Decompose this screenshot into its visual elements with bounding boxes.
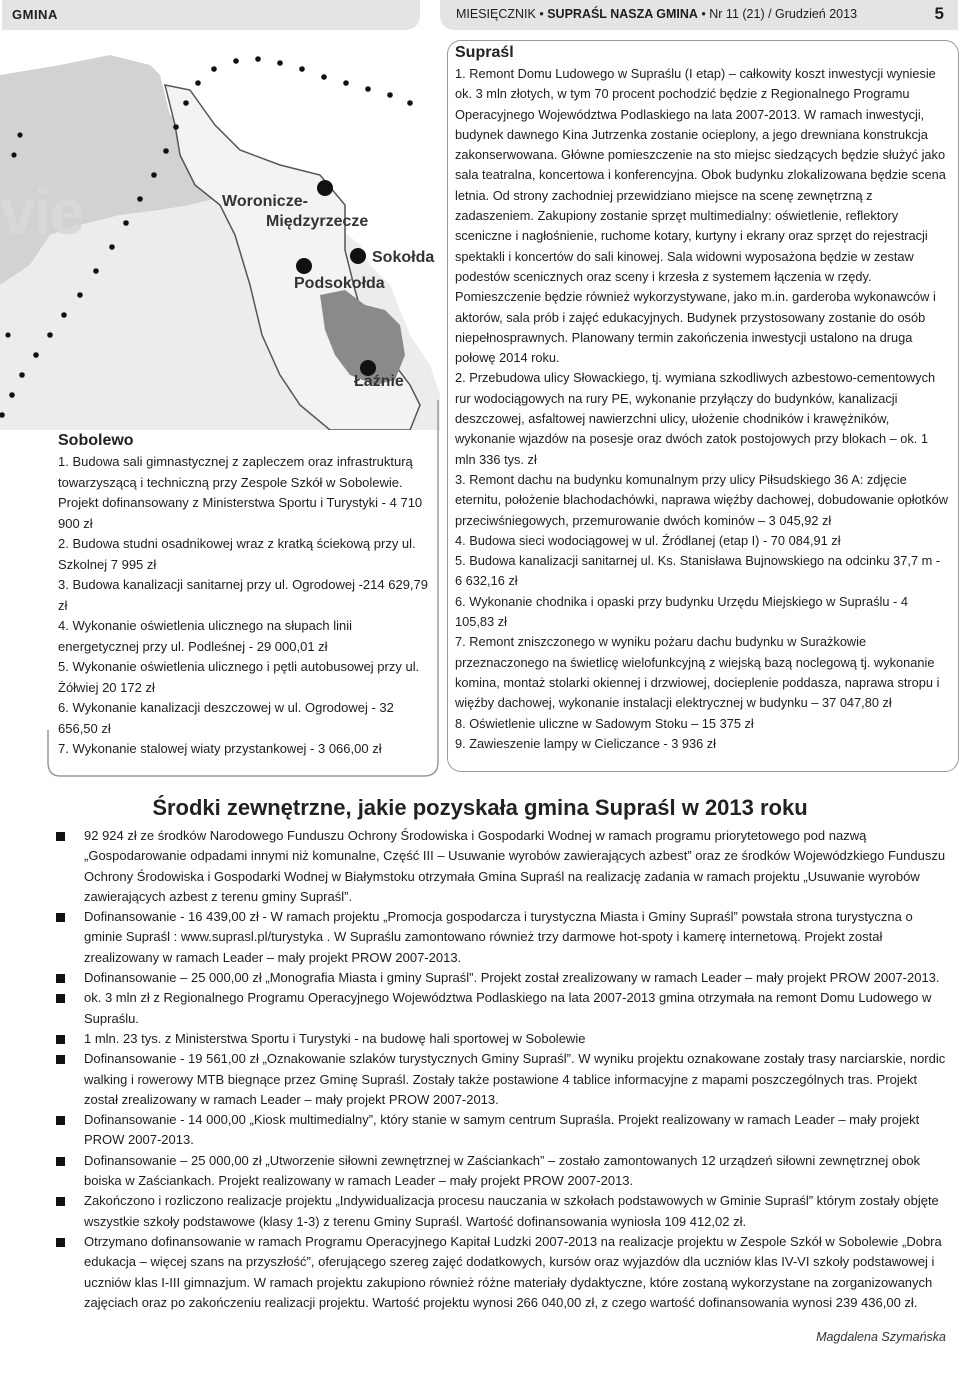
sobolewo-item: 4. Wykonanie oświetlenia ulicznego na słupach linii energetycznej przy ul. Podleśnej - 29 000,01 zł [58,618,352,654]
bullet-separator: • [701,7,710,21]
square-bullet-icon [56,1238,65,1247]
suprasl-item: 1. Remont Domu Ludowego w Supraślu (I etap) – całkowity koszt inwestycji wyniesie ok. 3 mln złotych, w tym 70 procent pochodzić będzie z Regionalnego Programu Operacyjnego Województwa Podlaskiego na lata 2007-2013. W ramach inwestycji, budynek dawnego Kina Jutrzenka zostanie ocieplony, a jego drewniana konstrukcja zakonserwowana. Główne pomieszczenie na sto miejsc siedzących będzie służyć jako sala teatralna, koncertowa i konferencyjna. Obok budynku zlokalizowana będzie scena letnia. Od strony zachodniej przewidziano miejsce na scenę zewnętrzną z zadaszeniem. Zakupiony zostanie sprzęt multimedialny: oświetlenie, reflektory sceniczne i nagłośnienie, ruchome kotary, kurtyny i ekrany oraz sprzęt do rejestracji spektakli i koncertów do sali kinowej. Sala widowni wyposażona będzie w zestaw podestów scenicznych oraz sceny i krzesła z systemem łączenia w rzędy. Pomieszczenie będzie również wykorzystywane, jako m.in. garderoba wykonawców i aktorów, sala prób i zajęć edukacyjnych. Budynek przystosowany zostanie do osób niepełnosprawnych. Planowany termin zakończenia inwestycji ustalono na druga połowę 2014 roku. [455,66,946,366]
partial-map-label: vie [0,176,83,248]
funds-item-text: Dofinansowanie – 25 000,00 zł „Monografia Miasta i gminy Supraśl”. Projekt został zrealizowany w ramach Leader – mały projekt PROW 2007-2013. [84,970,940,986]
square-bullet-icon [56,1035,65,1044]
marker-woronicze [317,180,333,196]
publication-name: SUPRAŚL NASZA GMINA [547,7,698,21]
page-number: 5 [934,4,944,23]
funds-item-text: 1 mln. 23 tys. z Ministerstwa Sportu i Turystyki - na budowę hali sportowej w Sobolewie [84,1030,586,1046]
funds-list-item [56,1151,948,1192]
funds-item-text: 92 924 zł ze środków Narodowego Funduszu Ochrony Środowiska i Gospodarki Wodnej w ramach programu priorytetowego pod nazwą „Gospodarowanie odpadami innymi niż komunalne, Część III – Usuwanie wyrobów zawierających azbest” oraz ze środków Wojewódzkiego Funduszu Ochrony Środowiska i Gospodarki Wodnej w Białymstoku otrzymała Gmina Supraśl na realizację zadania w ramach projektu „Usuwanie wyrobów zawierających azbest z terenu gminy Supraśl”. [84,828,946,904]
funds-item-text: Dofinansowanie - 14 000,00 „Kiosk multimedialny”, który stanie w samym centrum Supraśla. Projekt realizowany w ramach Leader – mały projekt PROW 2007-2013. [84,1112,920,1148]
square-bullet-icon [56,832,65,841]
publication-type: MIESIĘCZNIK [456,7,536,21]
funds-list-item [56,1110,948,1151]
sobolewo-item: 7. Wykonanie stalowej wiaty przystankowej - 3 066,00 zł [58,741,382,756]
sobolewo-section [58,432,430,760]
header-left-bar [2,0,420,30]
place-woronicze: Woronicze- [222,193,308,210]
gmina-map [0,35,440,430]
funds-list-item [56,1232,948,1313]
square-bullet-icon [56,1055,65,1064]
masthead [456,7,857,21]
place-laznie: Łaźnie [354,373,404,390]
funds-item-text: Dofinansowanie - 16 439,00 zł - W ramach projektu „Promocja gospodarcza i turystyczna Miasta i Gminy Supraśl” powstała strona turystyczna o gminie Supraśl : www.suprasl.pl/turystyka . W Supraślu zamontowano również trzy darmowe hot-spoty i kamerę internetową. Projekt został zrealizowany w ramach Leader – mały projekt PROW 2007-2013. [84,909,913,965]
funds-item-text: Zakończono i rozliczono realizacje projektu „Indywidualizacja procesu nauczania w szkołach podstawowych w Gminie Supraśl” którym zostały objęte wszystkie szkoły podstawowe (klasy 1-3) z terenu Gminy Supraśl. Wartość dofinansowania wyniosła 109 412,02 zł. [84,1193,939,1229]
suprasl-item: 5. Budowa kanalizacji sanitarnej ul. Ks. Stanisława Bujnowskiego na odcinku 37,7 m - 6 632,16 zł [455,553,941,589]
suprasl-section [455,44,949,754]
issue-info: Nr 11 (21) / Grudzień 2013 [709,7,858,21]
square-bullet-icon [56,974,65,983]
sobolewo-item: 3. Budowa kanalizacji sanitarnej przy ul. Ogrodowej -214 629,79 zł [58,577,428,613]
funds-list-item [56,1191,948,1232]
funds-list-item [56,1049,948,1110]
sobolewo-title: Sobolewo [58,432,134,449]
funds-list-item [56,1029,948,1049]
square-bullet-icon [56,994,65,1003]
place-sokolda: Sokołda [372,249,435,266]
funds-list [56,826,948,1313]
sobolewo-item: 2. Budowa studni osadnikowej wraz z kratką ściekową przy ul. Szkolnej 7 995 zł [58,536,416,572]
funds-item-text: Dofinansowanie – 25 000,00 zł „Utworzenie siłowni zewnętrznej w Zaściankach” – zostało zamontowanych 12 urządzeń siłowni zewnętrznej obok boiska w Zaściankach. Projekt realizowany w ramach Leader – mały projekt PROW 2007-2013. [84,1152,921,1189]
square-bullet-icon [56,1116,65,1125]
funds-item-text: ok. 3 mln zł z Regionalnego Programu Operacyjnego Województwa Podlaskiego na lata 2007-2013 gmina otrzymała na remont Domu Ludowego w Supraślu. [84,990,932,1026]
suprasl-item: 4. Budowa sieci wodociągowej w ul. Źródlanej (etap I) - 70 084,91 zł [455,532,841,548]
suprasl-title: Supraśl [455,44,514,61]
funds-item-text: Otrzymano dofinansowanie w ramach Programu Operacyjnego Kapitał Ludzki 2007-2013 na realizacje projektu w Zespole Szkół w Sobolewie „Dobra edukacja – więcej szans na przyszłość”, oferującego szereg zajęć dodatkowych, kursów oraz wyjazdów dla uczniów klas IV-VI szkoły podstawowej i uczniów klas I-III gimnazjum. W ramach projektu zakupiono również różne materiały dydaktyczne, które zostaną wykorzystane na zorganizowanych zajęciach oraz po zakończeniu realizacji projektu. Wartość projektu wynosi 266 040,00 zł, z czego wartość dofinansowania wynosi 239 436,00 zł. [84,1233,942,1310]
funds-list-item [56,988,948,1029]
square-bullet-icon [56,913,65,922]
suprasl-item: 3. Remont dachu na budynku komunalnym przy ulicy Piłsudskiego 36 A: zdjęcie eternitu, położenie blachodachówki, naprawa więźby dachowej, dobudowanie opłotków przeciwśniegowych, przemurowanie dwóch kominów – 3 045,92 zł [455,471,948,528]
funds-item-text: Dofinansowanie - 19 561,00 zł „Oznakowanie szlaków turystycznych Gminy Supraśl”. W wyniku projektu oznakowane zostały trasy narciarskie, nordic walking i rowerowy MTB biegnące przez Gminę Supraśl. Zostały także postawione 4 tablice informacyjne z mapami poszczególnych tras. Projekt został zrealizowany w ramach Leader – mały projekt PROW 2007-2013. [84,1051,946,1107]
author-signature: Magdalena Szymańska [816,1330,946,1344]
suprasl-item: 8. Oświetlenie uliczne w Sadowym Stoku – 15 375 zł [455,715,754,731]
sobolewo-item: 6. Wykonanie kanalizacji deszczowej w ul. Ogrodowej - 32 656,50 zł [58,700,394,736]
bullet-separator: • [539,7,548,21]
square-bullet-icon [56,1197,65,1206]
funds-list-item [56,968,948,988]
suprasl-item: 2. Przebudowa ulicy Słowackiego, tj. wymiana szkodliwych azbestowo-cementowych rur wodociągowych na rury PE, wykonanie przyłączy do budynków, kanalizacji deszczowej, asfaltowej nawierzchni ulicy, ułożenie chodników i krawężników, wykonanie wjazdów na posesje oraz dwóch zatok postojowych przy blokach – ok. 1 mln 336 tys. zł [455,370,936,467]
square-bullet-icon [56,1157,65,1166]
funds-list-item [56,826,948,907]
suprasl-item: 7. Remont zniszczonego w wyniku pożaru dachu budynku w Surażkowie przeznaczonego na świetlicę wielofunkcyjną z wiejską bazą noclegową tj. wykonanie komina, montaż stolarki okiennej i drzwiowej, docieplenie poddasza, naprawa stropu i więźby dachowej, wykonanie instalacji elektrycznej w budynku – 37 047,80 zł [455,634,940,711]
funds-list-item [56,907,948,968]
marker-podsokolda [296,258,312,274]
section-label: GMINA [12,7,58,22]
suprasl-item: 9. Zawieszenie lampy w Cieliczance - 3 936 zł [455,735,717,751]
place-podsokolda: Podsokołda [294,275,385,292]
place-miedzyrzecze: Międzyrzecze [266,213,369,230]
sobolewo-item: 1. Budowa sali gimnastycznej z zapleczem oraz infrastrukturą towarzyszącą i techniczną przy Zespole Szkół w Sobolewie. Projekt dofinansowany z Ministerstwa Sportu i Turystyki - 4 710 900 zł [58,454,423,531]
marker-sokolda [350,248,366,264]
suprasl-item: 6. Wykonanie chodnika i opaski przy budynku Urzędu Miejskiego w Supraślu - 4 105,83 zł [455,593,908,630]
funds-heading: Środki zewnętrzne, jakie pozyskała gmina Supraśl w 2013 roku [152,795,808,820]
sobolewo-item: 5. Wykonanie oświetlenia ulicznego i pętli autobusowej przy ul. Żółwiej 20 172 zł [58,659,420,695]
header-right-bar [440,0,958,30]
